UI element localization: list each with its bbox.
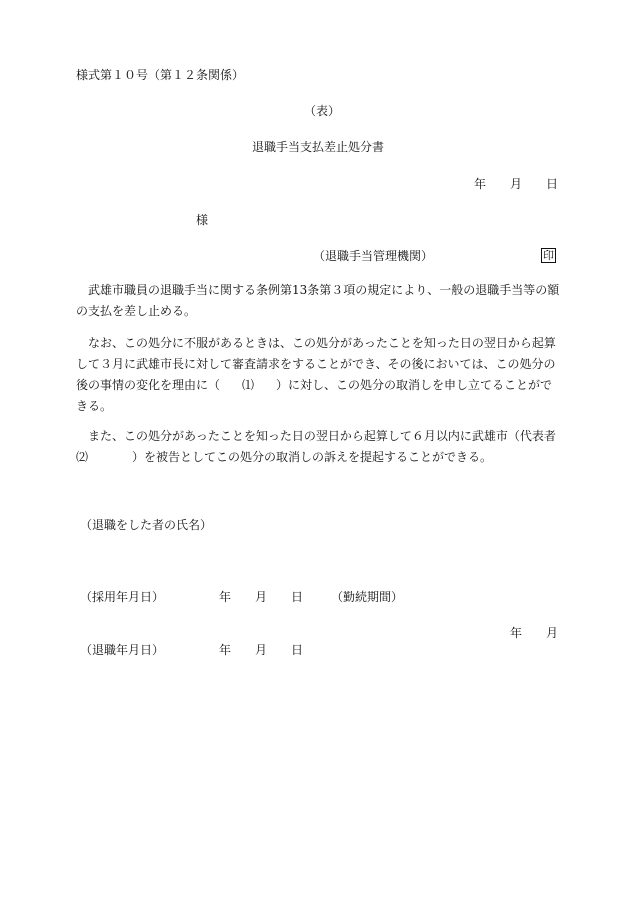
service-period-label: （勤続期間） (331, 590, 404, 604)
retire-date-label: （退職年月日） (80, 643, 165, 657)
blank-mark-2: ⑵ (76, 450, 89, 464)
addressee-suffix: 様 (196, 213, 209, 227)
body-paragraph-3-text-b: ）を被告としてこの処分の取消しの訴えを提起することができる。 (132, 450, 493, 464)
service-period-year: 年 (510, 626, 523, 640)
blank-mark-1: ⑴ (242, 378, 255, 392)
document-title: 退職手当支払差止処分書 (252, 140, 385, 154)
body-paragraph-2-text-a: なお、この処分に不服があるときは、この処分があったことを知った日の翌日から起算して３月に武雄市長に対して審査請求をすることができ、その後においては、この処分の後の事情の変化を理由に（ (76, 336, 556, 392)
hire-date-month: 月 (255, 590, 268, 604)
issuer-label: （退職手当管理機関） (313, 249, 434, 263)
body-paragraph-3-text-a: また、この処分があったことを知った日の翌日から起算して６月以内に武雄市（代表者 (88, 429, 556, 443)
retiree-name-label: （退職をした者の氏名） (80, 518, 213, 532)
issue-date-day: 日 (546, 177, 559, 191)
body-paragraph-3 (76, 426, 560, 468)
retire-date-day: 日 (291, 643, 304, 657)
side-label: （表） (304, 104, 341, 118)
seal-mark (541, 248, 556, 263)
body-paragraph-1 (76, 280, 560, 322)
service-period-month: 月 (546, 626, 559, 640)
issue-date-month: 月 (510, 177, 523, 191)
retire-date-month: 月 (255, 643, 268, 657)
retire-date-year: 年 (219, 643, 232, 657)
hire-date-day: 日 (291, 590, 304, 604)
hire-date-label: （採用年月日） (80, 590, 165, 604)
body-paragraph-2 (76, 333, 560, 417)
body-paragraph-1-text: 武雄市職員の退職手当に関する条例第13条第３項の規定により、一般の退職手当等の額の支払を差し止める。 (76, 283, 560, 318)
issue-date-year: 年 (474, 177, 487, 191)
form-number: 様式第１０号（第１２条関係） (76, 68, 245, 82)
hire-date-year: 年 (219, 590, 232, 604)
seal-icon: 印 (543, 249, 554, 262)
body-paragraph-2-text-b: ）に対し、この処分の取消しを申し立てることができる。 (76, 378, 553, 413)
